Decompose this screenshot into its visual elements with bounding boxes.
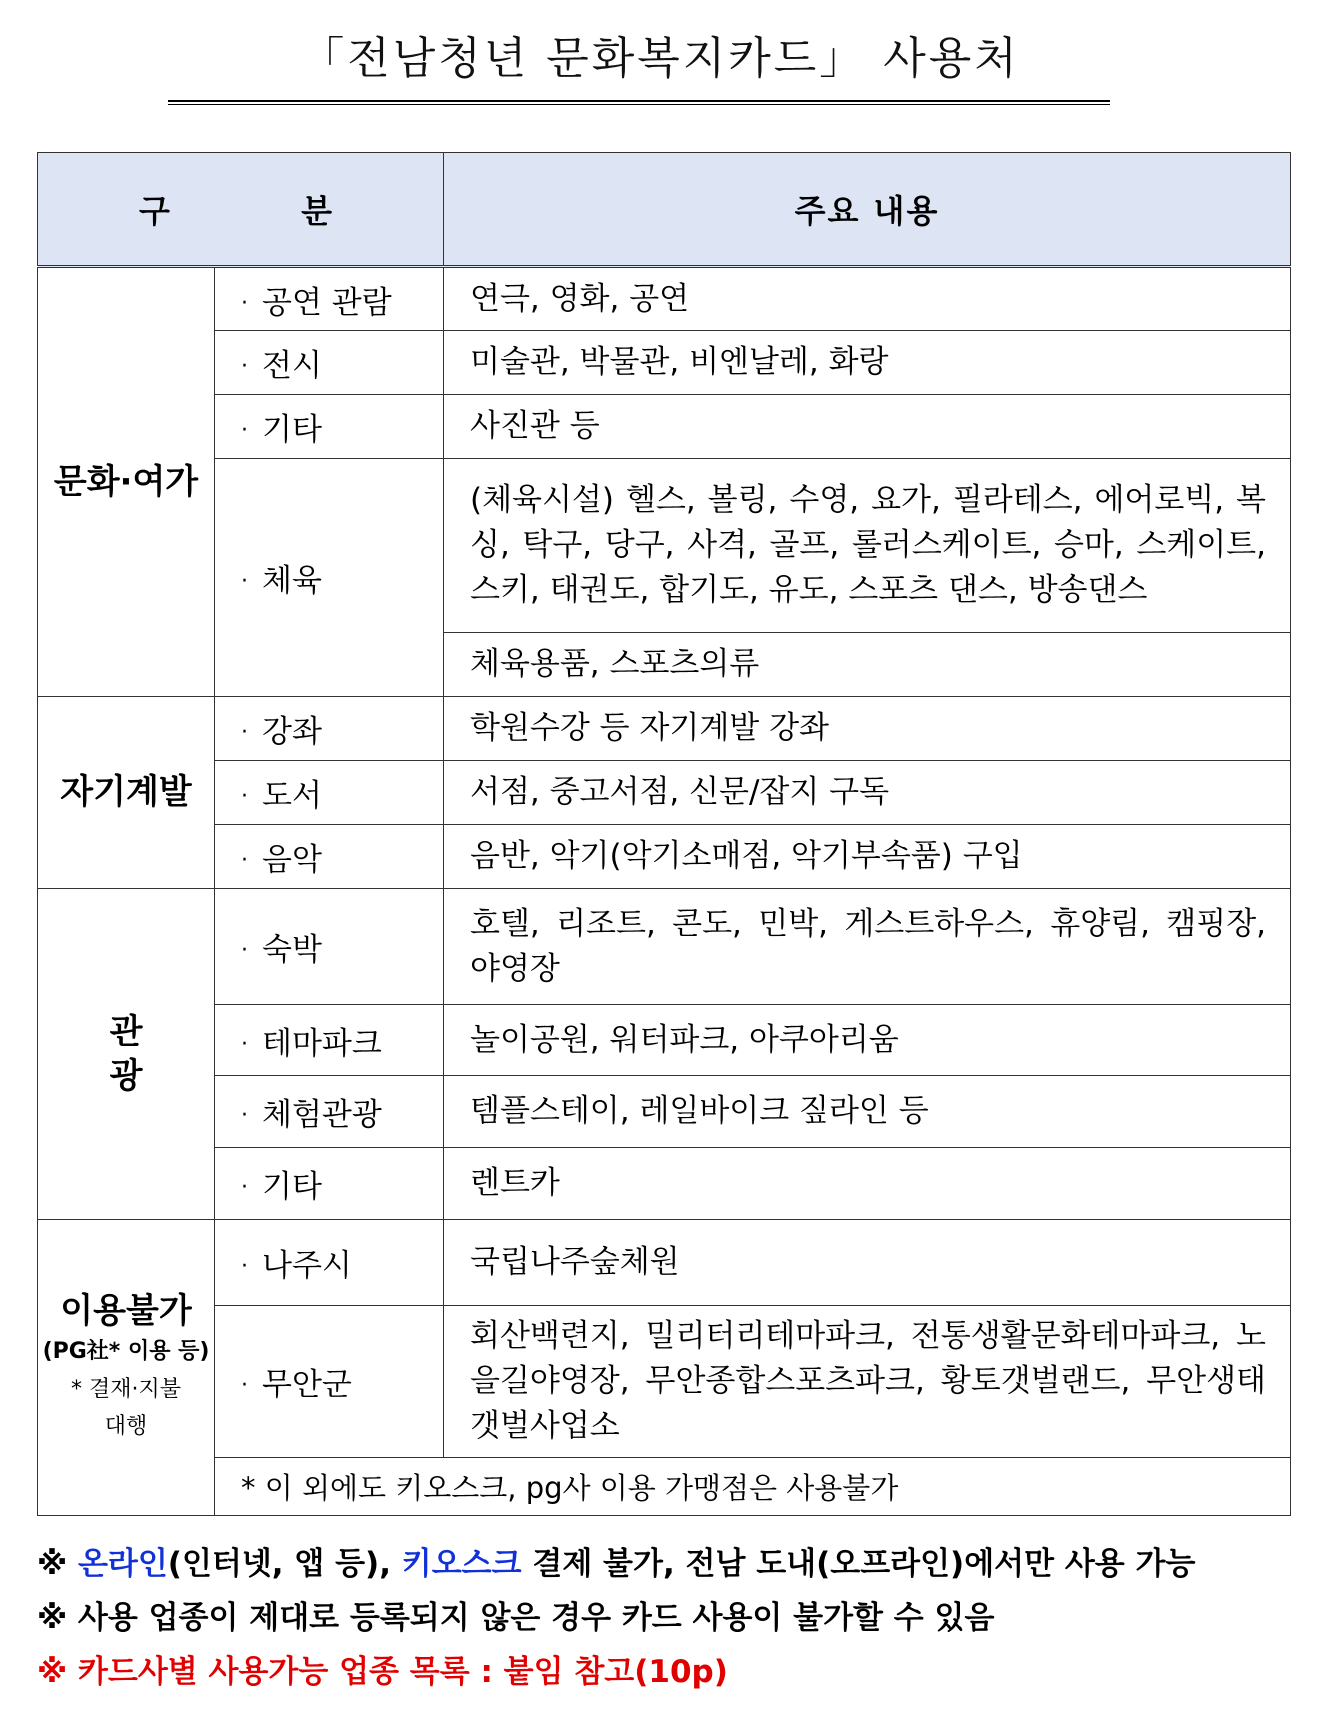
sub-category: · 음악 — [215, 825, 444, 889]
content-cell: 연극, 영화, 공연 — [444, 267, 1291, 331]
table-footnote: * 이 외에도 키오스크, pg사 이용 가맹점은 사용불가 — [215, 1457, 1291, 1515]
group-label-note: (PG社* 이용 등) — [42, 1339, 210, 1365]
group-label-selfdev: 자기계발 — [38, 697, 215, 889]
table-row — [38, 1220, 1291, 1306]
sub-category: · 전시 — [215, 331, 444, 395]
table-row — [38, 825, 1291, 889]
page-title: 「전남청년 문화복지카드」 사용처 — [300, 33, 1020, 84]
note-online: ※ 온라인(인터넷, 앱 등), 키오스크 결제 불가, 전남 도내(오프라인)에서만 사용 가능 — [37, 1546, 1196, 1582]
sub-category: · 테마파크 — [215, 1005, 444, 1076]
content-cell: 놀이공원, 워터파크, 아쿠아리움 — [444, 1005, 1291, 1076]
content-cell: 서점, 중고서점, 신문/잡지 구독 — [444, 761, 1291, 825]
sub-category: · 강좌 — [215, 697, 444, 761]
table-row — [38, 395, 1291, 459]
table-row — [38, 697, 1291, 761]
content-cell: 사진관 등 — [444, 395, 1291, 459]
table-row — [38, 267, 1291, 331]
content-cell: 미술관, 박물관, 비엔날레, 화랑 — [444, 331, 1291, 395]
table-row — [38, 1076, 1291, 1148]
content-cell: 학원수강 등 자기계발 강좌 — [444, 697, 1291, 761]
header-content: 주요 내용 — [444, 153, 1291, 267]
note-card-list: ※ 카드사별 사용가능 업종 목록 : 붙임 참고(10p) — [37, 1654, 728, 1690]
table-row — [38, 1148, 1291, 1220]
group-label-tourism: 관광 — [38, 889, 215, 1220]
content-cell: 템플스테이, 레일바이크 짚라인 등 — [444, 1076, 1291, 1148]
content-cell: 국립나주숲체원 — [444, 1220, 1291, 1306]
content-cell: 회산백련지, 밀리터리테마파크, 전통생활문화테마파크, 노을길야영장, 무안종합스포츠파크, 황토갯벌랜드, 무안생태갯벌사업소 — [444, 1306, 1291, 1458]
sub-category: · 체험관광 — [215, 1076, 444, 1148]
sub-category: · 무안군 — [215, 1306, 444, 1458]
content-cell: (체육시설) 헬스, 볼링, 수영, 요가, 필라테스, 에어로빅, 복싱, 탁구, 당구, 사격, 골프, 롤러스케이트, 승마, 스케이트, 스키, 태권도, 합기도, 유도, 스포츠 댄스, 방송댄스 — [444, 459, 1291, 633]
table-row — [38, 889, 1291, 1005]
title-underline — [168, 100, 1110, 105]
sub-category: · 숙박 — [215, 889, 444, 1005]
group-label-unavailable: 이용불가 (PG社* 이용 등) * 결재·지불 대행 — [38, 1220, 215, 1516]
table-header-row — [38, 153, 1291, 267]
sub-category: · 나주시 — [215, 1220, 444, 1306]
table-row — [38, 1005, 1291, 1076]
table-row — [38, 761, 1291, 825]
group-label-culture: 문화·여가 — [38, 267, 215, 697]
header-category: 구 분 — [38, 153, 444, 267]
content-cell: 음반, 악기(악기소매점, 악기부속품) 구입 — [444, 825, 1291, 889]
group-label-note: 대행 — [104, 1414, 148, 1440]
content-cell: 렌트카 — [444, 1148, 1291, 1220]
content-cell: 호텔, 리조트, 콘도, 민박, 게스트하우스, 휴양림, 캠핑장, 야영장 — [444, 889, 1291, 1005]
sub-category: · 체육 — [215, 459, 444, 697]
sub-category: · 도서 — [215, 761, 444, 825]
content-cell: 체육용품, 스포츠의류 — [444, 633, 1291, 697]
table-row — [38, 1457, 1291, 1515]
table-row — [38, 459, 1291, 633]
sub-category: · 기타 — [215, 395, 444, 459]
note-registration: ※ 사용 업종이 제대로 등록되지 않은 경우 카드 사용이 불가할 수 있음 — [37, 1600, 995, 1636]
table-row — [38, 331, 1291, 395]
usage-table — [37, 152, 1291, 1516]
sub-category: · 공연 관람 — [215, 267, 444, 331]
group-label-note: * 결재·지불 — [71, 1376, 181, 1402]
table-row — [38, 1306, 1291, 1458]
sub-category: · 기타 — [215, 1148, 444, 1220]
